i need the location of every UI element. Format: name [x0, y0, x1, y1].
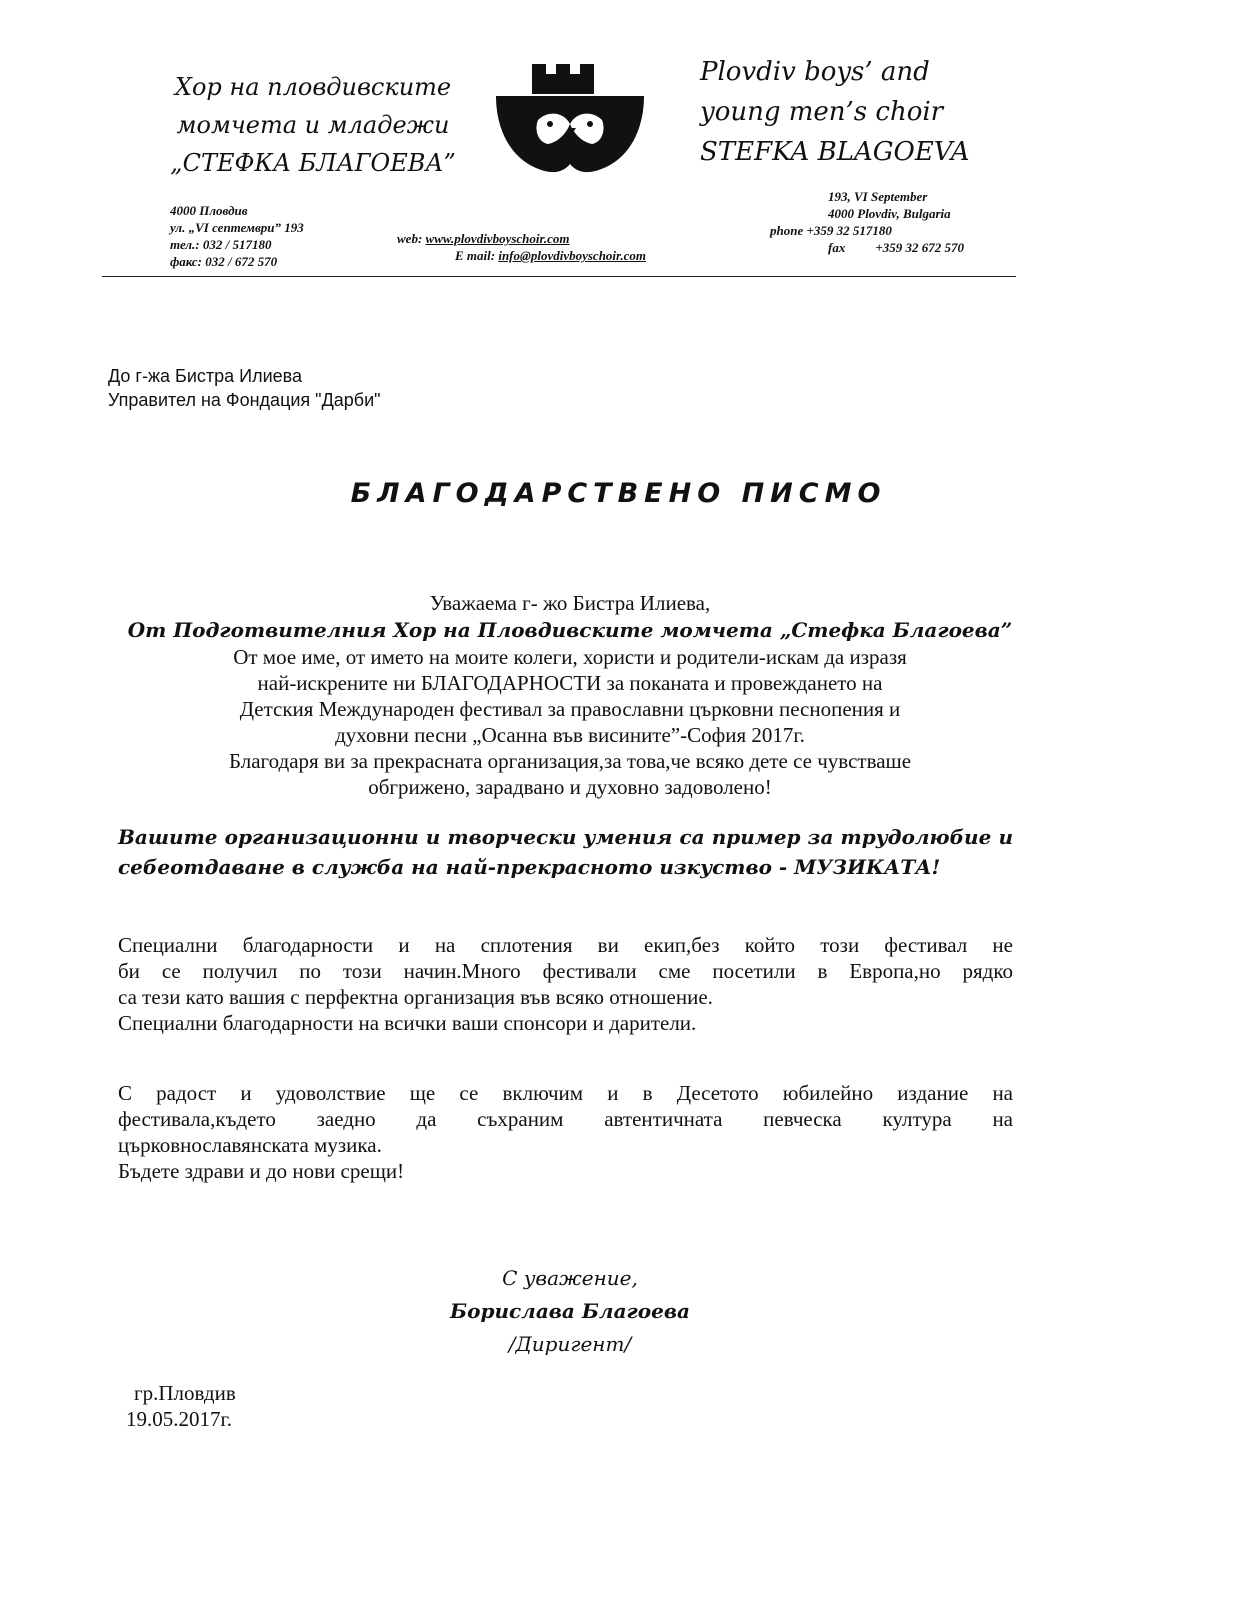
intro-line: духовни песни „Осанна във висините”-София 2017г. — [335, 723, 805, 747]
letterhead-divider — [102, 276, 1016, 277]
paragraph-line: фестивала,където заедно да съхраним автентичната певческа култура на — [118, 1107, 1013, 1131]
web-label: web: — [397, 231, 426, 246]
paragraph-line: Специални благодарности и на сплотения ви екип,без който този фестивал не — [118, 933, 1013, 957]
contact-web-email — [397, 230, 646, 264]
intro-line: Детския Международен фестивал за православни църковни песнопения и — [239, 697, 901, 721]
letterhead-bg-line-1: Хор на пловдивските — [174, 73, 452, 101]
web-link[interactable]: www.plovdivboyschoir.com — [425, 231, 570, 246]
emphasis-line-1: Вашите организационни и творчески умения са пример за трудолюбие и — [118, 825, 1013, 849]
paragraph-line: са тези като вашия с перфектна организация във всяко отношение. — [118, 985, 713, 1009]
sender-subtitle: От Подготвителния Хор на Пловдивските момчета „Стефка Благоева” — [127, 618, 1013, 642]
web-line — [397, 230, 646, 247]
emphasis-paragraph — [118, 822, 1013, 882]
salutation: С уважение, — [502, 1266, 638, 1290]
address-bg-phone: тел.: 032 / 517180 — [170, 237, 272, 252]
paragraph-line: Бъдете здрави и до нови срещи! — [118, 1159, 405, 1183]
paragraph-line: църковнославянската музика. — [118, 1133, 382, 1157]
paragraph-line: С радост и удоволствие ще се включим и в Десетото юбилейно издание на — [118, 1081, 1013, 1105]
address-english — [770, 188, 964, 256]
paragraph-line: би се получил по този начин.Много фестивали сме посетили в Европа,но рядко — [118, 959, 1013, 983]
date: 19.05.2017г. — [126, 1407, 232, 1431]
place-date — [126, 1380, 236, 1432]
closing-paragraph — [118, 1080, 1013, 1184]
paragraph-line: Специални благодарности на всички ваши спонсори и дарители. — [118, 1011, 697, 1035]
address-en-street: 193, VI September — [828, 189, 928, 204]
letter-title: БЛАГОДАРСТВЕНО ПИСМО — [350, 478, 887, 509]
address-bg-fax: факс: 032 / 672 570 — [170, 254, 278, 269]
letterhead-bulgarian-name — [168, 68, 458, 182]
signature-block — [420, 1262, 720, 1361]
letterhead-en-line-1: Plovdiv boys’ and — [700, 57, 930, 87]
choir-logo-icon — [490, 62, 650, 182]
signatory-role: /Диригент/ — [508, 1332, 632, 1356]
place: гр.Пловдив — [134, 1381, 236, 1405]
fax-number: +359 32 672 570 — [875, 240, 965, 255]
intro-line: обгрижено, зарадвано и духовно задоволено! — [368, 775, 772, 799]
address-bulgarian — [170, 202, 304, 270]
recipient-name: До г-жа Бистра Илиева — [108, 366, 303, 386]
email-link[interactable]: info@plovdivboyschoir.com — [498, 248, 647, 263]
letterhead-bg-line-3: „СТЕФКА БЛАГОЕВА” — [170, 149, 456, 177]
recipient-block — [108, 364, 381, 412]
address-en-fax — [770, 239, 964, 256]
recipient-title: Управител на Фондация "Дарби" — [108, 390, 381, 410]
letterhead-en-line-2: young men’s choir — [700, 97, 944, 127]
greeting: Уважаема г- жо Бистра Илиева, — [429, 591, 711, 615]
intro-line: От мое име, от името на моите колеги, хористи и родители-искам да изразя — [233, 645, 907, 669]
signatory-name: Борислава Благоева — [450, 1299, 690, 1323]
letter-intro — [110, 590, 1030, 800]
email-line — [397, 247, 646, 264]
emphasis-line-2: себеотдаване в служба на най-прекрасното изкуство - МУЗИКАТА! — [118, 855, 941, 879]
thanks-paragraph — [118, 932, 1013, 1036]
fax-label: fax — [828, 240, 846, 255]
address-en-city: 4000 Plovdiv, Bulgaria — [828, 206, 951, 221]
letterhead-bg-line-2: момчета и младежи — [176, 111, 450, 139]
address-bg-city: 4000 Пловдив — [170, 203, 248, 218]
letterhead-english-name — [700, 52, 1000, 172]
letterhead-en-line-3: STEFKA BLAGOEVA — [700, 137, 970, 167]
address-en-phone: phone +359 32 517180 — [770, 223, 892, 238]
intro-line: най-искрените ни БЛАГОДАРНОСТИ за поканата и провеждането на — [257, 671, 883, 695]
address-bg-street: ул. „VI септември” 193 — [170, 220, 304, 235]
intro-line: Благодаря ви за прекрасната организация,за това,че всяко дете се чувстваше — [228, 749, 912, 773]
email-label: E mail: — [455, 248, 499, 263]
